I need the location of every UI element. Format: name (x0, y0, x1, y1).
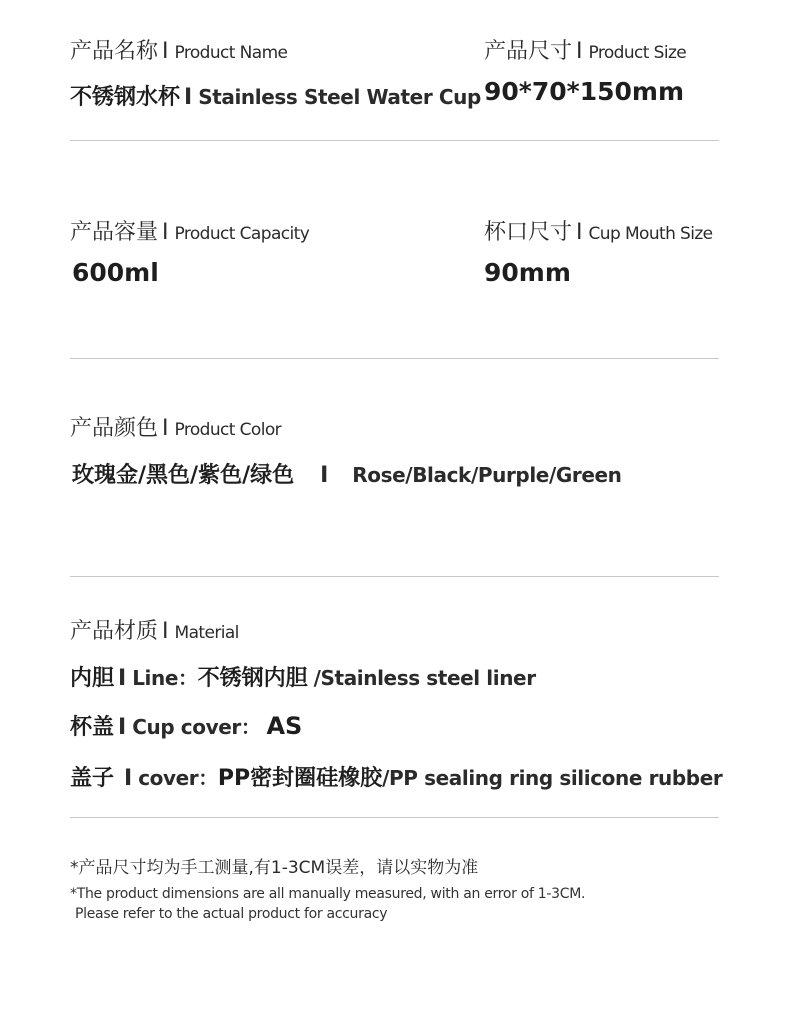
divider (70, 817, 719, 818)
material-row-value-cn: 不锈钢内胆 (197, 666, 308, 691)
product-color-value-cn: 玫瑰金/黑色/紫色/绿色 (72, 463, 295, 488)
product-capacity-value: 600ml (72, 258, 159, 287)
product-color-label (70, 411, 281, 442)
material-row-cn: 杯盖 (70, 715, 115, 740)
material-label-cn: 产品材质 (70, 619, 159, 644)
material-row-value-en: AS (266, 712, 303, 740)
product-name-value (70, 80, 481, 111)
note-en-line2: Please refer to the actual product for accuracy (75, 906, 388, 922)
product-capacity-label-cn: 产品容量 (70, 220, 159, 245)
product-size-label-en: Product Size (588, 43, 687, 63)
product-color-value (72, 458, 622, 489)
product-color-label-en: Product Color (174, 420, 282, 440)
material-row-cn: 盖子 (70, 766, 115, 791)
product-size-label (484, 34, 686, 65)
label-separator: I (162, 619, 169, 644)
cup-mouth-size-label-en: Cup Mouth Size (588, 224, 713, 244)
label-separator: I (162, 39, 169, 64)
material-row-en: Cup cover： (132, 715, 261, 739)
product-color-label-cn: 产品颜色 (70, 416, 159, 441)
value-separator: I (184, 85, 193, 110)
divider (70, 358, 719, 359)
value-separator: I (124, 766, 133, 791)
product-size-label-cn: 产品尺寸 (484, 39, 573, 64)
value-separator: I (118, 666, 127, 691)
label-separator: I (576, 39, 583, 64)
material-label (70, 614, 239, 645)
cup-mouth-size-value: 90mm (484, 258, 571, 287)
label-separator: I (162, 220, 169, 245)
material-row-value-cn: PP密封圈硅橡胶 (217, 766, 383, 791)
product-capacity-label-en: Product Capacity (174, 224, 310, 244)
product-name-value-cn: 不锈钢水杯 (70, 85, 181, 110)
note-en-line1: *The product dimensions are all manually measured, with an error of 1-3CM. (70, 886, 586, 902)
material-row-value-en: /PP sealing ring silicone rubber (382, 766, 723, 790)
cup-mouth-size-label-cn: 杯口尺寸 (484, 220, 573, 245)
cup-mouth-size-label (484, 215, 713, 246)
value-separator: I (320, 463, 329, 488)
divider (70, 140, 719, 141)
product-name-value-en: Stainless Steel Water Cup (198, 85, 481, 109)
label-separator: I (162, 416, 169, 441)
product-color-value-en: Rose/Black/Purple/Green (352, 463, 622, 487)
note-cn: *产品尺寸均为手工测量,有1-3CM误差，请以实物为准 (70, 858, 479, 878)
product-capacity-label (70, 215, 309, 246)
product-name-label-cn: 产品名称 (70, 39, 159, 64)
material-row-en: Line： (132, 666, 198, 690)
material-row-cn: 内胆 (70, 666, 115, 691)
material-row-value-en: /Stainless steel liner (313, 666, 536, 690)
label-separator: I (576, 220, 583, 245)
material-row-cup-cover (70, 710, 302, 741)
product-name-label-en: Product Name (174, 43, 288, 63)
divider (70, 576, 719, 577)
value-separator: I (118, 715, 127, 740)
material-row-liner (70, 661, 536, 692)
material-label-en: Material (174, 623, 239, 643)
material-row-en: cover： (138, 766, 218, 790)
product-name-label (70, 34, 287, 65)
product-size-value: 90*70*150mm (484, 77, 685, 106)
material-row-cover (70, 761, 722, 792)
